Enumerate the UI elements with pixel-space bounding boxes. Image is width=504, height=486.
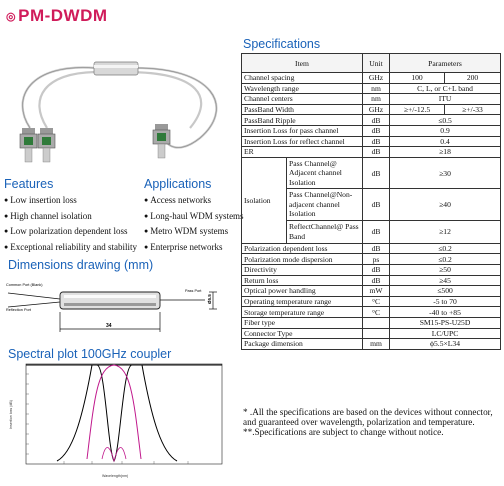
table-row: Wavelength range nm C, L, or C+L band (242, 83, 501, 94)
table-row: Pass Channel@Non-adjacent channel Isolation dB ≥40 (242, 189, 501, 221)
spectral-plot (2, 361, 230, 483)
title-bullet-icon: ◎ (6, 11, 17, 24)
list-item: ● Long-haul WDM systems (144, 209, 244, 225)
table-row: Return loss dB ≥45 (242, 275, 501, 286)
list-item: ● Low insertion loss (4, 193, 137, 209)
table-row: Optical power handling mW ≤500 (242, 286, 501, 297)
list-item: ● Access networks (144, 193, 244, 209)
table-row: Directivity dB ≥50 (242, 264, 501, 275)
list-item: ● High channel isolation (4, 209, 137, 225)
svg-text:Wavelength(nm): Wavelength(nm) (102, 474, 129, 478)
spec-notes (243, 407, 501, 437)
features-list (4, 193, 137, 255)
table-row: Polarization dependent loss dB ≤0.2 (242, 243, 501, 254)
table-row: Isolation Pass Channel@ Adjacent channel Isolation dB ≥30 (242, 157, 501, 189)
list-item: ● Low polarization dependent loss (4, 224, 137, 240)
list-item: ● Enterprise networks (144, 240, 244, 256)
applications-list (144, 193, 244, 255)
table-header-row (242, 54, 501, 73)
table-row: Insertion Loss for pass channel dB 0.9 (242, 125, 501, 136)
col-unit: Unit (363, 54, 390, 73)
features-heading: Features (4, 177, 54, 191)
length-label: 34 (106, 323, 112, 329)
page-title (6, 6, 108, 26)
table-row: Connector Type LC/UPC (242, 328, 501, 339)
col-params: Parameters (390, 54, 501, 73)
list-item: ● Metro WDM systems (144, 224, 244, 240)
note-2: **.Specifications are subject to change without notice. (243, 427, 444, 437)
table-row: Channel spacing GHz 100 200 (242, 73, 501, 84)
table-row: PassBand Ripple dB ≤0.5 (242, 115, 501, 126)
svg-text:Insertion loss (dB): Insertion loss (dB) (9, 400, 13, 429)
table-row: Fiber type SM15-PS-U25D (242, 317, 501, 328)
table-row: Package dimension mm ϕ5.5×L34 (242, 339, 501, 350)
table-row: ReflectChannel@ Pass Band dB ≥12 (242, 220, 501, 243)
col-item: Item (242, 54, 363, 73)
spectral-heading: Spectral plot 100GHz coupler (8, 347, 172, 361)
connector-group (20, 124, 170, 162)
pass-port-label: Pass Port (185, 289, 202, 293)
dimensions-heading: Dimensions drawing (mm) (8, 258, 154, 272)
table-row: Operating temperature range °C -5 to 70 (242, 296, 501, 307)
isolation-label: Isolation (242, 157, 287, 243)
list-item: ● Exceptional reliability and stability (4, 240, 137, 256)
specifications-heading: Specifications (243, 37, 321, 51)
product-photo (0, 28, 232, 178)
spec-table (241, 53, 501, 350)
table-row: Channel centers nm ITU (242, 94, 501, 105)
table-row: Storage temperature range °C -40 to +85 (242, 307, 501, 318)
title-text: PM-DWDM (18, 6, 108, 25)
diameter-label: Ø5.5 (207, 294, 212, 304)
table-row: Insertion Loss for reflect channel dB 0.4 (242, 136, 501, 147)
common-port-label: Common Port (Blank) (6, 283, 43, 287)
table-row: PassBand Width GHz ≥+/-12.5 ≥+/-33 (242, 104, 501, 115)
table-row: ER dB ≥18 (242, 147, 501, 158)
reflection-port-label: Reflection Port (6, 308, 31, 312)
applications-heading: Applications (144, 177, 212, 191)
note-1: * .All the specifications are based on the devices without connector, and guaranteed over wavelength, polarization and temperature. (243, 407, 493, 427)
table-row: Polarization mode dispersion ps ≤0.2 (242, 254, 501, 265)
dimensions-drawing (0, 274, 232, 342)
